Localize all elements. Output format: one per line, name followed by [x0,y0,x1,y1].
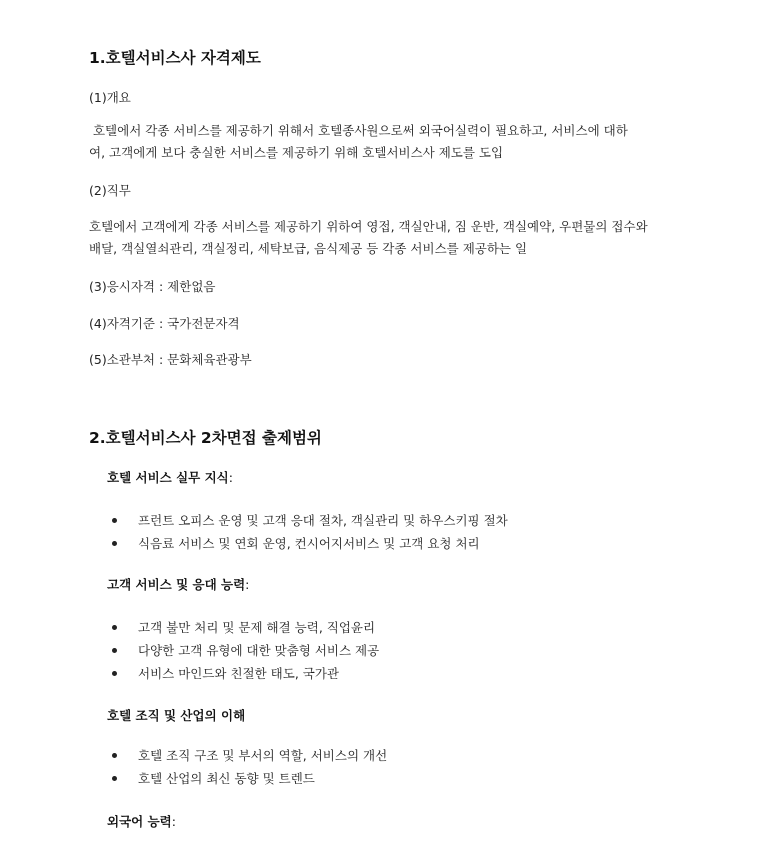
bullet-icon [112,625,117,630]
list-item-text: 서비스 마인드와 친절한 태도, 국가관 [138,666,339,681]
list-item-text: 호텔 조직 구조 및 부서의 역할, 서비스의 개선 [138,748,388,763]
bullet-list [89,616,709,685]
section1-title: 1.호텔서비스사 자격제도 [89,49,261,67]
group-heading [89,575,249,593]
section2-title: 2.호텔서비스사 2차면접 출제범위 [89,429,322,447]
list-item-text: 식음료 서비스 및 연회 운영, 컨시어지서비스 및 고객 요청 처리 [138,536,480,551]
group-heading-text: 고객 서비스 및 응대 능력 [107,577,246,592]
list-item-text: 다양한 고객 유형에 대한 맞춤형 서비스 제공 [138,643,380,658]
group-heading-text: 호텔 조직 및 산업의 이해 [107,708,246,723]
list-item [89,767,709,790]
group-heading-colon: : [245,577,250,592]
ministry-text: (5)소관부처 : 문화체육관광부 [89,352,252,367]
bullet-icon [112,776,117,781]
list-item [89,616,709,639]
bullet-icon [112,671,117,676]
list-item [89,744,709,767]
group-heading-colon: : [228,470,233,485]
duty-label: (2)직무 [89,183,131,198]
list-item [89,662,709,685]
eligibility-text: (3)응시자격 : 제한없음 [89,279,216,294]
bullet-icon [112,518,117,523]
bullet-icon [112,541,117,546]
overview-label: (1)개요 [89,90,131,105]
list-item-text: 프런트 오피스 운영 및 고객 응대 절차, 객실관리 및 하우스키핑 절차 [138,513,508,528]
duty-text-line1: 호텔에서 고객에게 각종 서비스를 제공하기 위하여 영접, 객실안내, 짐 운반, 객실예약, 우편물의 접수와 [89,219,648,234]
group-heading [89,812,176,830]
duty-text-line2: 배달, 객실열쇠관리, 객실정리, 세탁보급, 음식제공 등 각종 서비스를 제공하는 일 [89,241,528,256]
bullet-icon [112,753,117,758]
group-heading-text: 호텔 서비스 실무 지식 [107,470,229,485]
list-item [89,509,709,532]
overview-text-line1: 호텔에서 각종 서비스를 제공하기 위해서 호텔종사원으로써 외국어실력이 필요하고, 서비스에 대하 [89,123,628,138]
group-heading [89,468,233,486]
bullet-list [89,744,709,790]
group-heading-text: 외국어 능력 [107,814,172,829]
list-item [89,532,709,555]
list-item [89,639,709,662]
standard-text: (4)자격기준 : 국가전문자격 [89,316,240,331]
bullet-list [89,509,709,555]
bullet-icon [112,648,117,653]
overview-text-line2: 여, 고객에게 보다 충실한 서비스를 제공하기 위해 호텔서비스사 제도를 도입 [89,145,504,160]
group-heading [89,706,245,724]
group-heading-colon: : [171,814,176,829]
list-item-text: 호텔 산업의 최신 동향 및 트렌드 [138,771,315,786]
list-item-text: 고객 불만 처리 및 문제 해결 능력, 직업윤리 [138,620,376,635]
